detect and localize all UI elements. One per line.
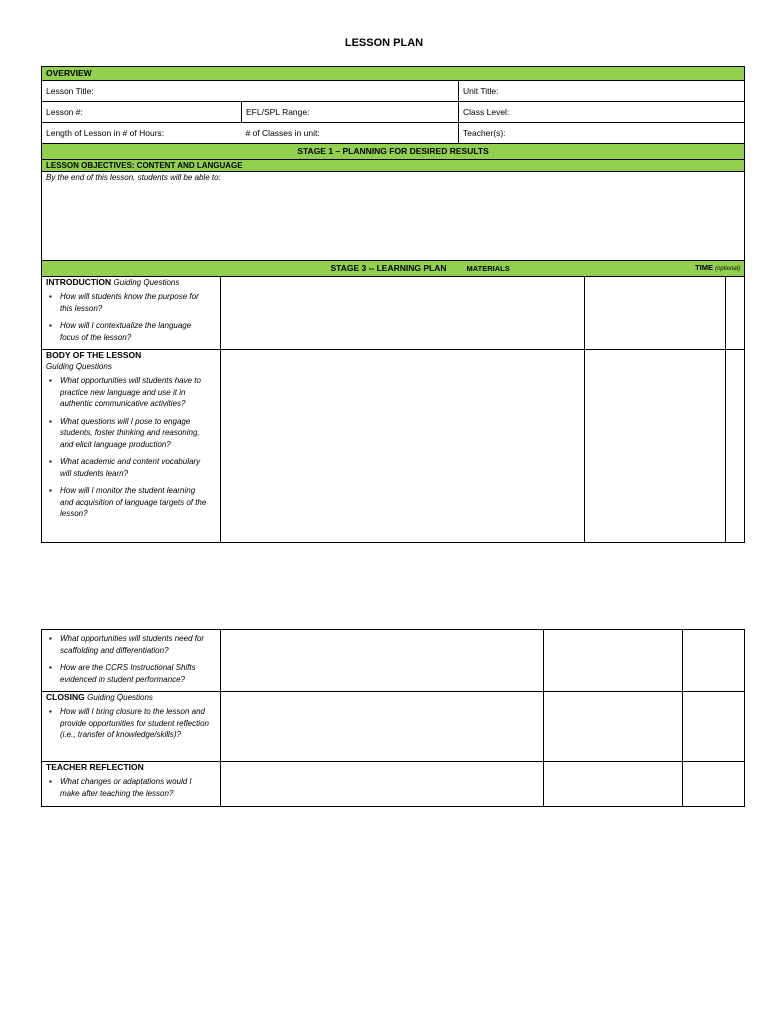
continued-question: ▪ What opportunities will students need for scaffolding and differentiation? xyxy=(60,633,216,656)
closing-question: ▪ How will I bring closure to the lesson and provide opportunities for student reflection (i.e., transfer of knowledge/skills)? xyxy=(60,706,216,741)
intro-question: ▪ How will students know the purpose for this lesson? xyxy=(60,291,216,314)
teachers-field[interactable]: Teacher(s): xyxy=(459,123,745,144)
time-header xyxy=(603,261,745,277)
closing-sub: Guiding Questions xyxy=(87,693,153,702)
body-question: ▪ How will I monitor the student learning and acquisition of language targets of the lesson? xyxy=(60,485,216,520)
unit-title-field[interactable]: Unit Title: xyxy=(459,81,745,102)
body-sub: Guiding Questions xyxy=(46,362,112,371)
body-question: ▪ What questions will I pose to engage students, foster thinking and reasoning, and elicit language production? xyxy=(60,416,216,451)
continued-question: ▪ How are the CCRS Instructional Shifts evidenced in student performance? xyxy=(60,662,216,685)
continued-time-cell[interactable] xyxy=(683,630,745,692)
closing-guide-cell xyxy=(42,692,221,762)
efl-range-field[interactable]: EFL/SPL Range: xyxy=(242,102,459,123)
length-field[interactable]: Length of Lesson in # of Hours: xyxy=(42,123,242,144)
lesson-plan-table-page1 xyxy=(41,66,745,543)
introduction-guide-cell xyxy=(42,277,221,350)
body-guide-cell xyxy=(42,350,221,543)
reflection-materials-cell[interactable] xyxy=(544,762,683,807)
continued-guide-cell xyxy=(42,630,221,692)
stage1-title: STAGE 1 – PLANNING FOR DESIRED RESULTS xyxy=(42,144,745,160)
reflection-header: TEACHER REFLECTION xyxy=(46,762,144,772)
closing-time-cell[interactable] xyxy=(683,692,745,762)
lesson-number-field[interactable]: Lesson #: xyxy=(42,102,242,123)
introduction-materials-cell[interactable] xyxy=(585,277,726,350)
time-optional-note: (optional) xyxy=(715,266,741,272)
class-level-field[interactable]: Class Level: xyxy=(459,102,745,123)
reflection-activity-cell[interactable] xyxy=(221,762,544,807)
closing-activity-cell[interactable] xyxy=(221,692,544,762)
objectives-area[interactable]: By the end of this lesson, students will be able to: xyxy=(42,172,745,261)
classes-in-unit-field[interactable]: # of Classes in unit: xyxy=(242,123,459,144)
overview-header: OVERVIEW xyxy=(42,67,745,81)
lesson-plan-table-page2 xyxy=(41,629,745,807)
reflection-time-cell[interactable] xyxy=(683,762,745,807)
introduction-sub: Guiding Questions xyxy=(113,278,180,287)
lesson-title-field[interactable]: Lesson Title: xyxy=(42,81,459,102)
materials-header: MATERIALS xyxy=(459,261,603,277)
intro-question: ▪ How will I contextualize the language focus of the lesson? xyxy=(60,320,216,343)
introduction-activity-cell[interactable] xyxy=(221,277,585,350)
continued-materials-cell[interactable] xyxy=(544,630,683,692)
continued-activity-cell[interactable] xyxy=(221,630,544,692)
body-activity-cell[interactable] xyxy=(221,350,585,543)
time-label: TIME xyxy=(695,263,713,272)
introduction-header: INTRODUCTION xyxy=(46,277,112,287)
body-question: ▪ What academic and content vocabulary will students learn? xyxy=(60,456,216,479)
reflection-guide-cell xyxy=(42,762,221,807)
body-materials-cell[interactable] xyxy=(585,350,726,543)
introduction-time-cell[interactable] xyxy=(726,277,745,350)
stage3-title: STAGE 3 -- LEARNING PLAN xyxy=(42,261,459,277)
closing-materials-cell[interactable] xyxy=(544,692,683,762)
body-header: BODY OF THE LESSON xyxy=(46,350,142,360)
objectives-header: LESSON OBJECTIVES: CONTENT AND LANGUAGE xyxy=(42,160,745,172)
reflection-question: ▪ What changes or adaptations would I make after teaching the lesson? xyxy=(60,776,216,799)
body-question: ▪ What opportunities will students have to practice new language and use it in authentic communicative activities? xyxy=(60,375,216,410)
page-title: LESSON PLAN xyxy=(344,37,424,49)
body-time-cell[interactable] xyxy=(726,350,745,543)
closing-header: CLOSING xyxy=(46,692,85,702)
